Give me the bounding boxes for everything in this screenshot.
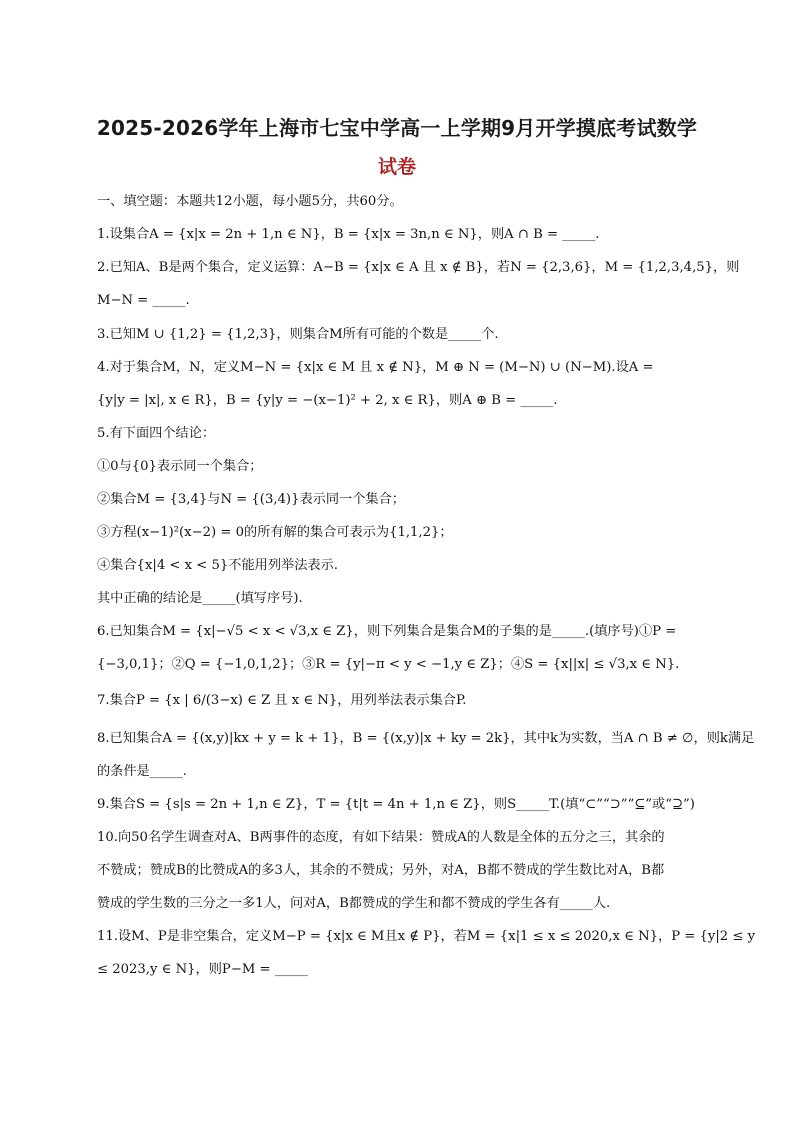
question-5: 5.有下面四个结论：	[97, 426, 216, 441]
question-5-item-1: ①0与{0}表示同一个集合；	[97, 459, 263, 474]
question-11-cont: ≤ 2023,y ∈ N}，则P−M = _____	[97, 962, 308, 977]
question-10-cont-1: 不赞成；赞成B的比赞成A的多3人，其余的不赞成；另外，对A，B都不赞成的学生数比对A，B都	[97, 863, 665, 878]
question-9: 9.集合S = {s|s = 2n + 1,n ∈ Z}，T = {t|t = 4n + 1,n ∈ Z}，则S_____T.(填“⊂”“⊃”“⊆”或“⊇”)	[97, 797, 695, 812]
question-7: 7.集合P = {x | 6/(3−x) ∈ Z 且 x ∈ N}，用列举法表示集合P.	[97, 693, 467, 708]
question-4-cont: {y|y = |x|, x ∈ R}，B = {y|y = −(x−1)² + 2, x ∈ R}，则A ⊕ B = _____.	[97, 393, 558, 408]
question-5-item-2: ②集合M = {3,4}与N = {(3,4)}表示同一个集合；	[97, 492, 405, 507]
section-heading: 一、填空题：本题共12小题，每小题5分，共60分。	[97, 194, 403, 209]
question-8: 8.已知集合A = {(x,y)|kx + y = k + 1}，B = {(x,y)|x + ky = 2k}，其中k为实数，当A ∩ B ≠ ∅，则k满足	[97, 731, 755, 746]
exam-title: 2025-2026学年上海市七宝中学高一上学期9月开学摸底考试数学	[96, 116, 698, 140]
question-6-cont: {−3,0,1}；②Q = {−1,0,1,2}；③R = {y|−π < y < −1,y ∈ Z}；④S = {x||x| ≤ √3,x ∈ N}.	[97, 657, 680, 672]
question-5-item-3: ③方程(x−1)²(x−2) = 0的所有解的集合可表示为{1,1,2}；	[97, 525, 453, 540]
question-8-cont: 的条件是_____.	[97, 764, 187, 779]
question-3: 3.已知M ∪ {1,2} = {1,2,3}，则集合M所有可能的个数是_____个.	[97, 327, 499, 342]
question-2-cont: M−N = _____.	[97, 293, 190, 308]
question-10-cont-2: 赞成的学生数的三分之一多1人，问对A，B都赞成的学生和都不赞成的学生各有_____人.	[97, 896, 611, 911]
question-1: 1.设集合A = {x|x = 2n + 1,n ∈ N}，B = {x|x = 3n,n ∈ N}，则A ∩ B = _____.	[97, 227, 600, 242]
question-4: 4.对于集合M，N，定义M−N = {x|x ∈ M 且 x ∉ N}，M ⊕ N = (M−N) ∪ (N−M).设A =	[97, 360, 654, 375]
question-5-item-4: ④集合{x|4 < x < 5}不能用列举法表示.	[97, 558, 338, 573]
question-5-prompt: 其中正确的结论是_____(填写序号).	[97, 591, 303, 606]
exam-title-suffix: 试卷	[377, 156, 416, 178]
question-2: 2.已知A、B是两个集合，定义运算：A−B = {x|x ∈ A 且 x ∉ B}，若N = {2,3,6}，M = {1,2,3,4,5}，则	[97, 260, 740, 275]
question-10: 10.向50名学生调查对A、B两事件的态度，有如下结果：赞成A的人数是全体的五分之三，其余的	[97, 830, 665, 845]
question-11: 11.设M、P是非空集合，定义M−P = {x|x ∈ M且x ∉ P}，若M = {x|1 ≤ x ≤ 2020,x ∈ N}，P = {y|2 ≤ y	[97, 929, 756, 944]
question-6: 6.已知集合M = {x|−√5 < x < √3,x ∈ Z}，则下列集合是集合M的子集的是_____.(填序号)①P =	[97, 624, 677, 639]
